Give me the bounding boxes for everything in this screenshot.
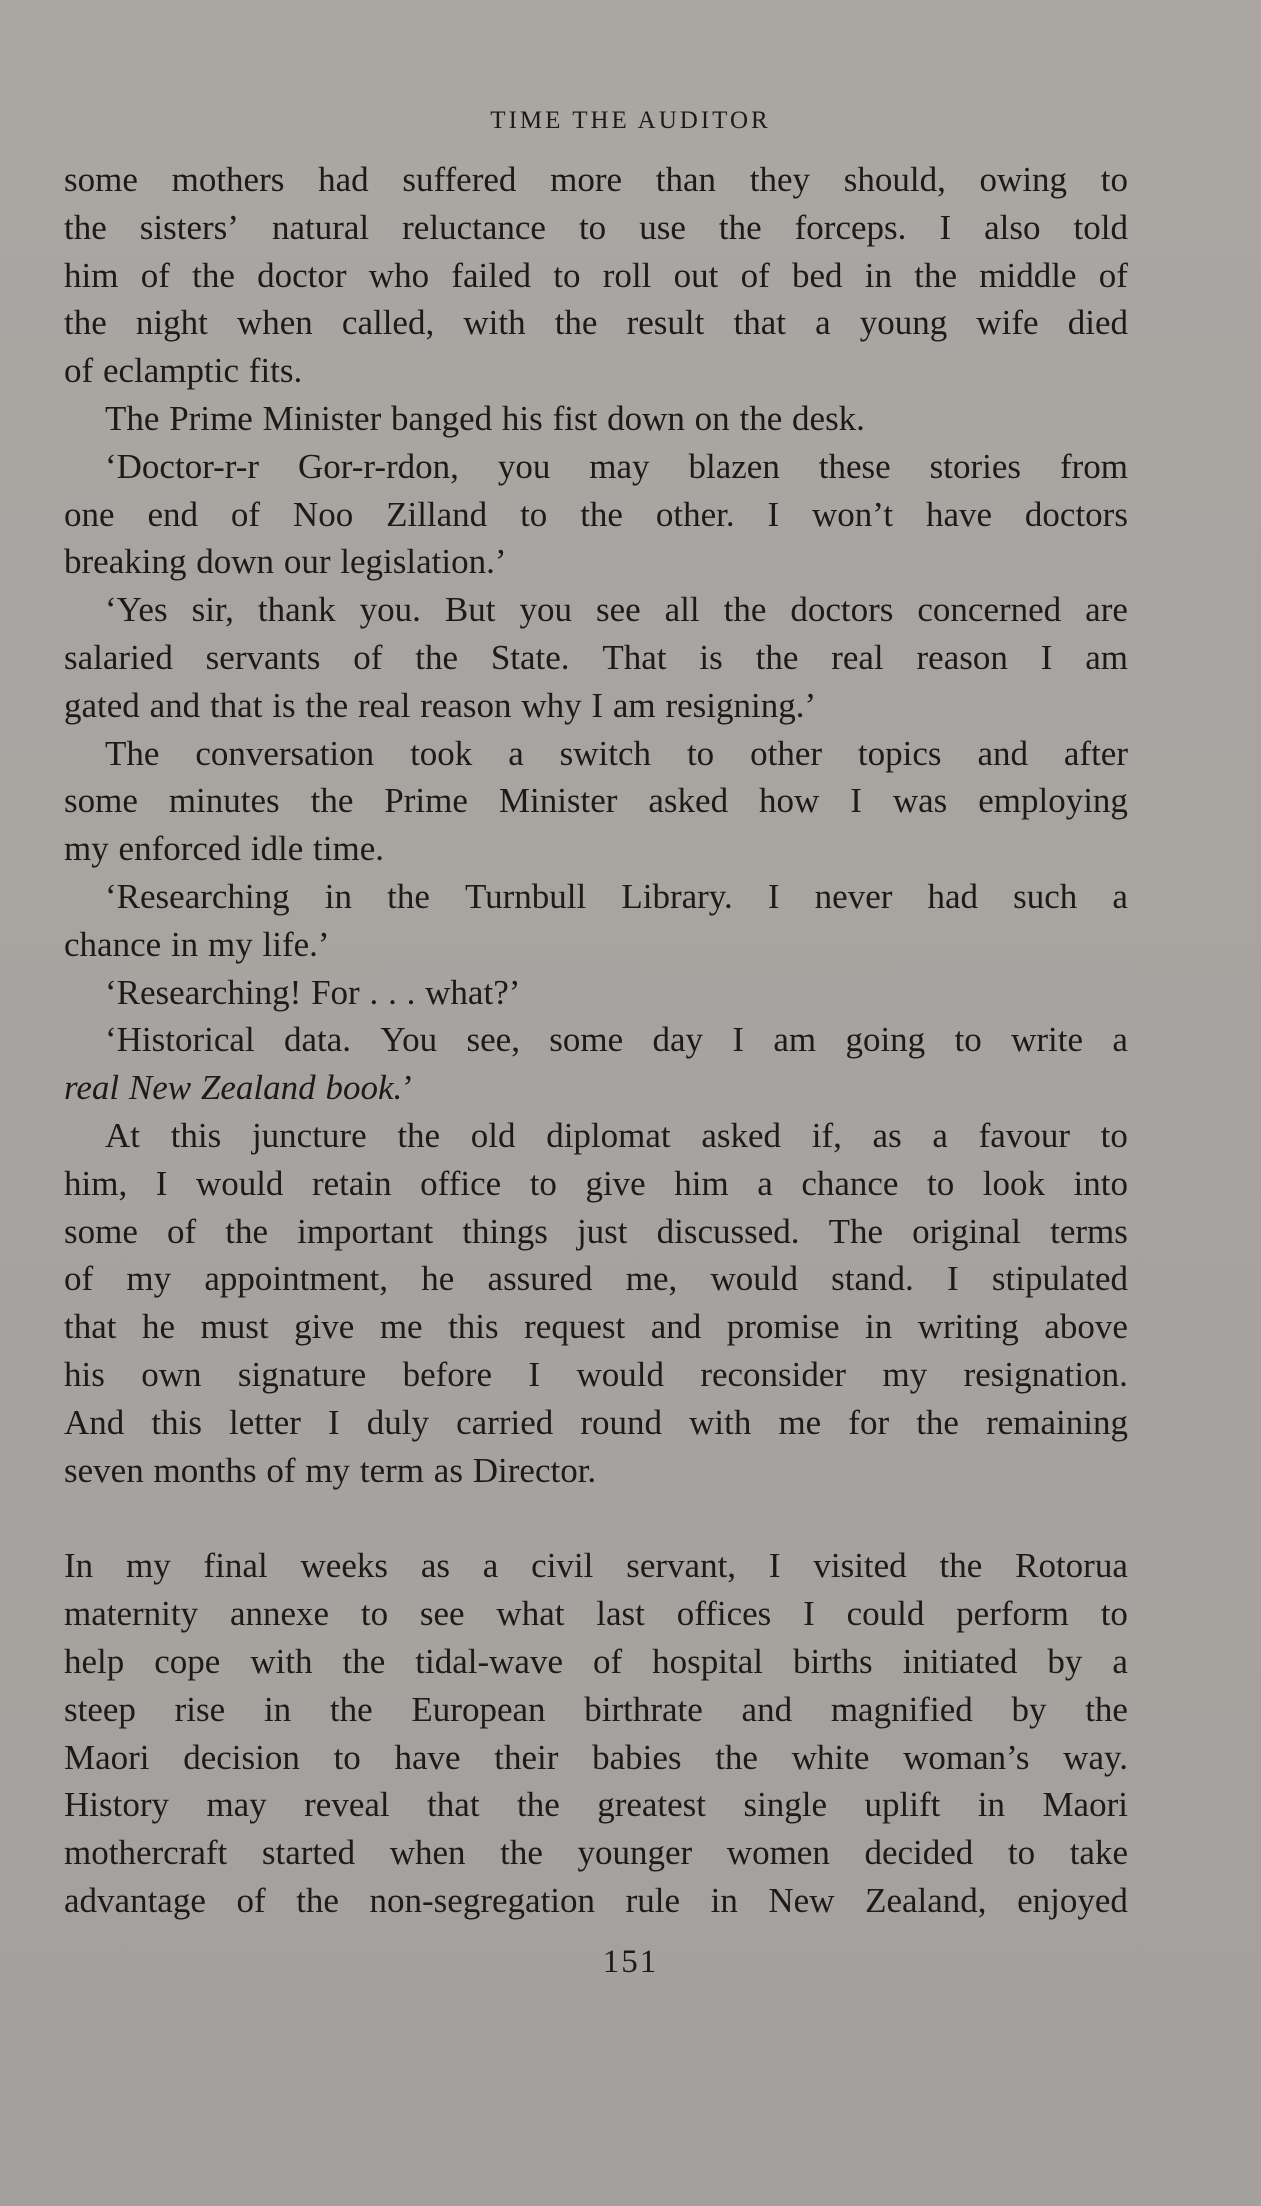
body-text <box>64 156 1128 1925</box>
text-line: gated and that is the real reason why I am resigning.’ <box>64 685 817 725</box>
text-line: of eclamptic fits. <box>64 351 303 391</box>
text-line: some mothers had suffered more than they should, owing to <box>64 160 1128 199</box>
text-line: At this juncture the old diplomat asked if, as a favour to <box>105 1115 1128 1155</box>
text-line: some minutes the Prime Minister asked how I was employing <box>64 781 1128 821</box>
text-line: one end of Noo Zilland to the other. I won’t have doctors <box>64 494 1128 534</box>
text-line: advantage of the non-segregation rule in New Zealand, enjoyed <box>64 1880 1128 1920</box>
text-line: ‘Yes sir, thank you. But you see all the doctors concerned are <box>105 590 1128 630</box>
text-line: some of the important things just discussed. The original terms <box>64 1211 1128 1251</box>
text-line: him of the doctor who failed to roll out of bed in the middle of <box>64 255 1128 295</box>
text-line: of my appointment, he assured me, would stand. I stipulated <box>64 1259 1128 1299</box>
text-line: help cope with the tidal-wave of hospital births initiated by a <box>64 1641 1128 1681</box>
text-line: In my final weeks as a civil servant, I visited the Rotorua <box>64 1546 1128 1586</box>
text-line: History may reveal that the greatest single uplift in Maori <box>64 1785 1128 1825</box>
text-line: ‘Historical data. You see, some day I am going to write a <box>105 1020 1128 1060</box>
page-number: 151 <box>602 1944 659 1980</box>
text-line: real New Zealand book.’ <box>64 1068 414 1108</box>
text-line: breaking down our legislation.’ <box>64 542 507 582</box>
text-line: seven months of my term as Director. <box>64 1450 597 1490</box>
text-line: my enforced idle time. <box>64 829 384 869</box>
text-line: salaried servants of the State. That is the real reason I am <box>64 637 1128 677</box>
text-line: ‘Researching! For . . . what?’ <box>105 972 521 1012</box>
text-line: ‘Researching in the Turnbull Library. I never had such a <box>105 876 1128 916</box>
text-line: the night when called, with the result that a young wife died <box>64 303 1128 343</box>
text-line: the sisters’ natural reluctance to use the forceps. I also told <box>64 207 1128 247</box>
text-line: And this letter I duly carried round with me for the remaining <box>64 1402 1128 1442</box>
text-line: The Prime Minister banged his fist down on the desk. <box>105 398 865 438</box>
text-line: his own signature before I would reconsider my resignation. <box>64 1354 1128 1394</box>
text-line: maternity annexe to see what last offices I could perform to <box>64 1594 1128 1634</box>
text-line: Maori decision to have their babies the white woman’s way. <box>64 1737 1128 1777</box>
text-line: chance in my life.’ <box>64 924 330 964</box>
text-line: ‘Doctor-r-r Gor-r-rdon, you may blazen these stories from <box>105 446 1128 486</box>
running-head: TIME THE AUDITOR <box>490 107 771 134</box>
text-line: The conversation took a switch to other topics and after <box>105 733 1128 773</box>
text-line: mothercraft started when the younger women decided to take <box>64 1833 1128 1873</box>
text-line: that he must give me this request and promise in writing above <box>64 1307 1128 1347</box>
text-line: him, I would retain office to give him a chance to look into <box>64 1163 1128 1203</box>
text-line: steep rise in the European birthrate and magnified by the <box>64 1689 1128 1729</box>
